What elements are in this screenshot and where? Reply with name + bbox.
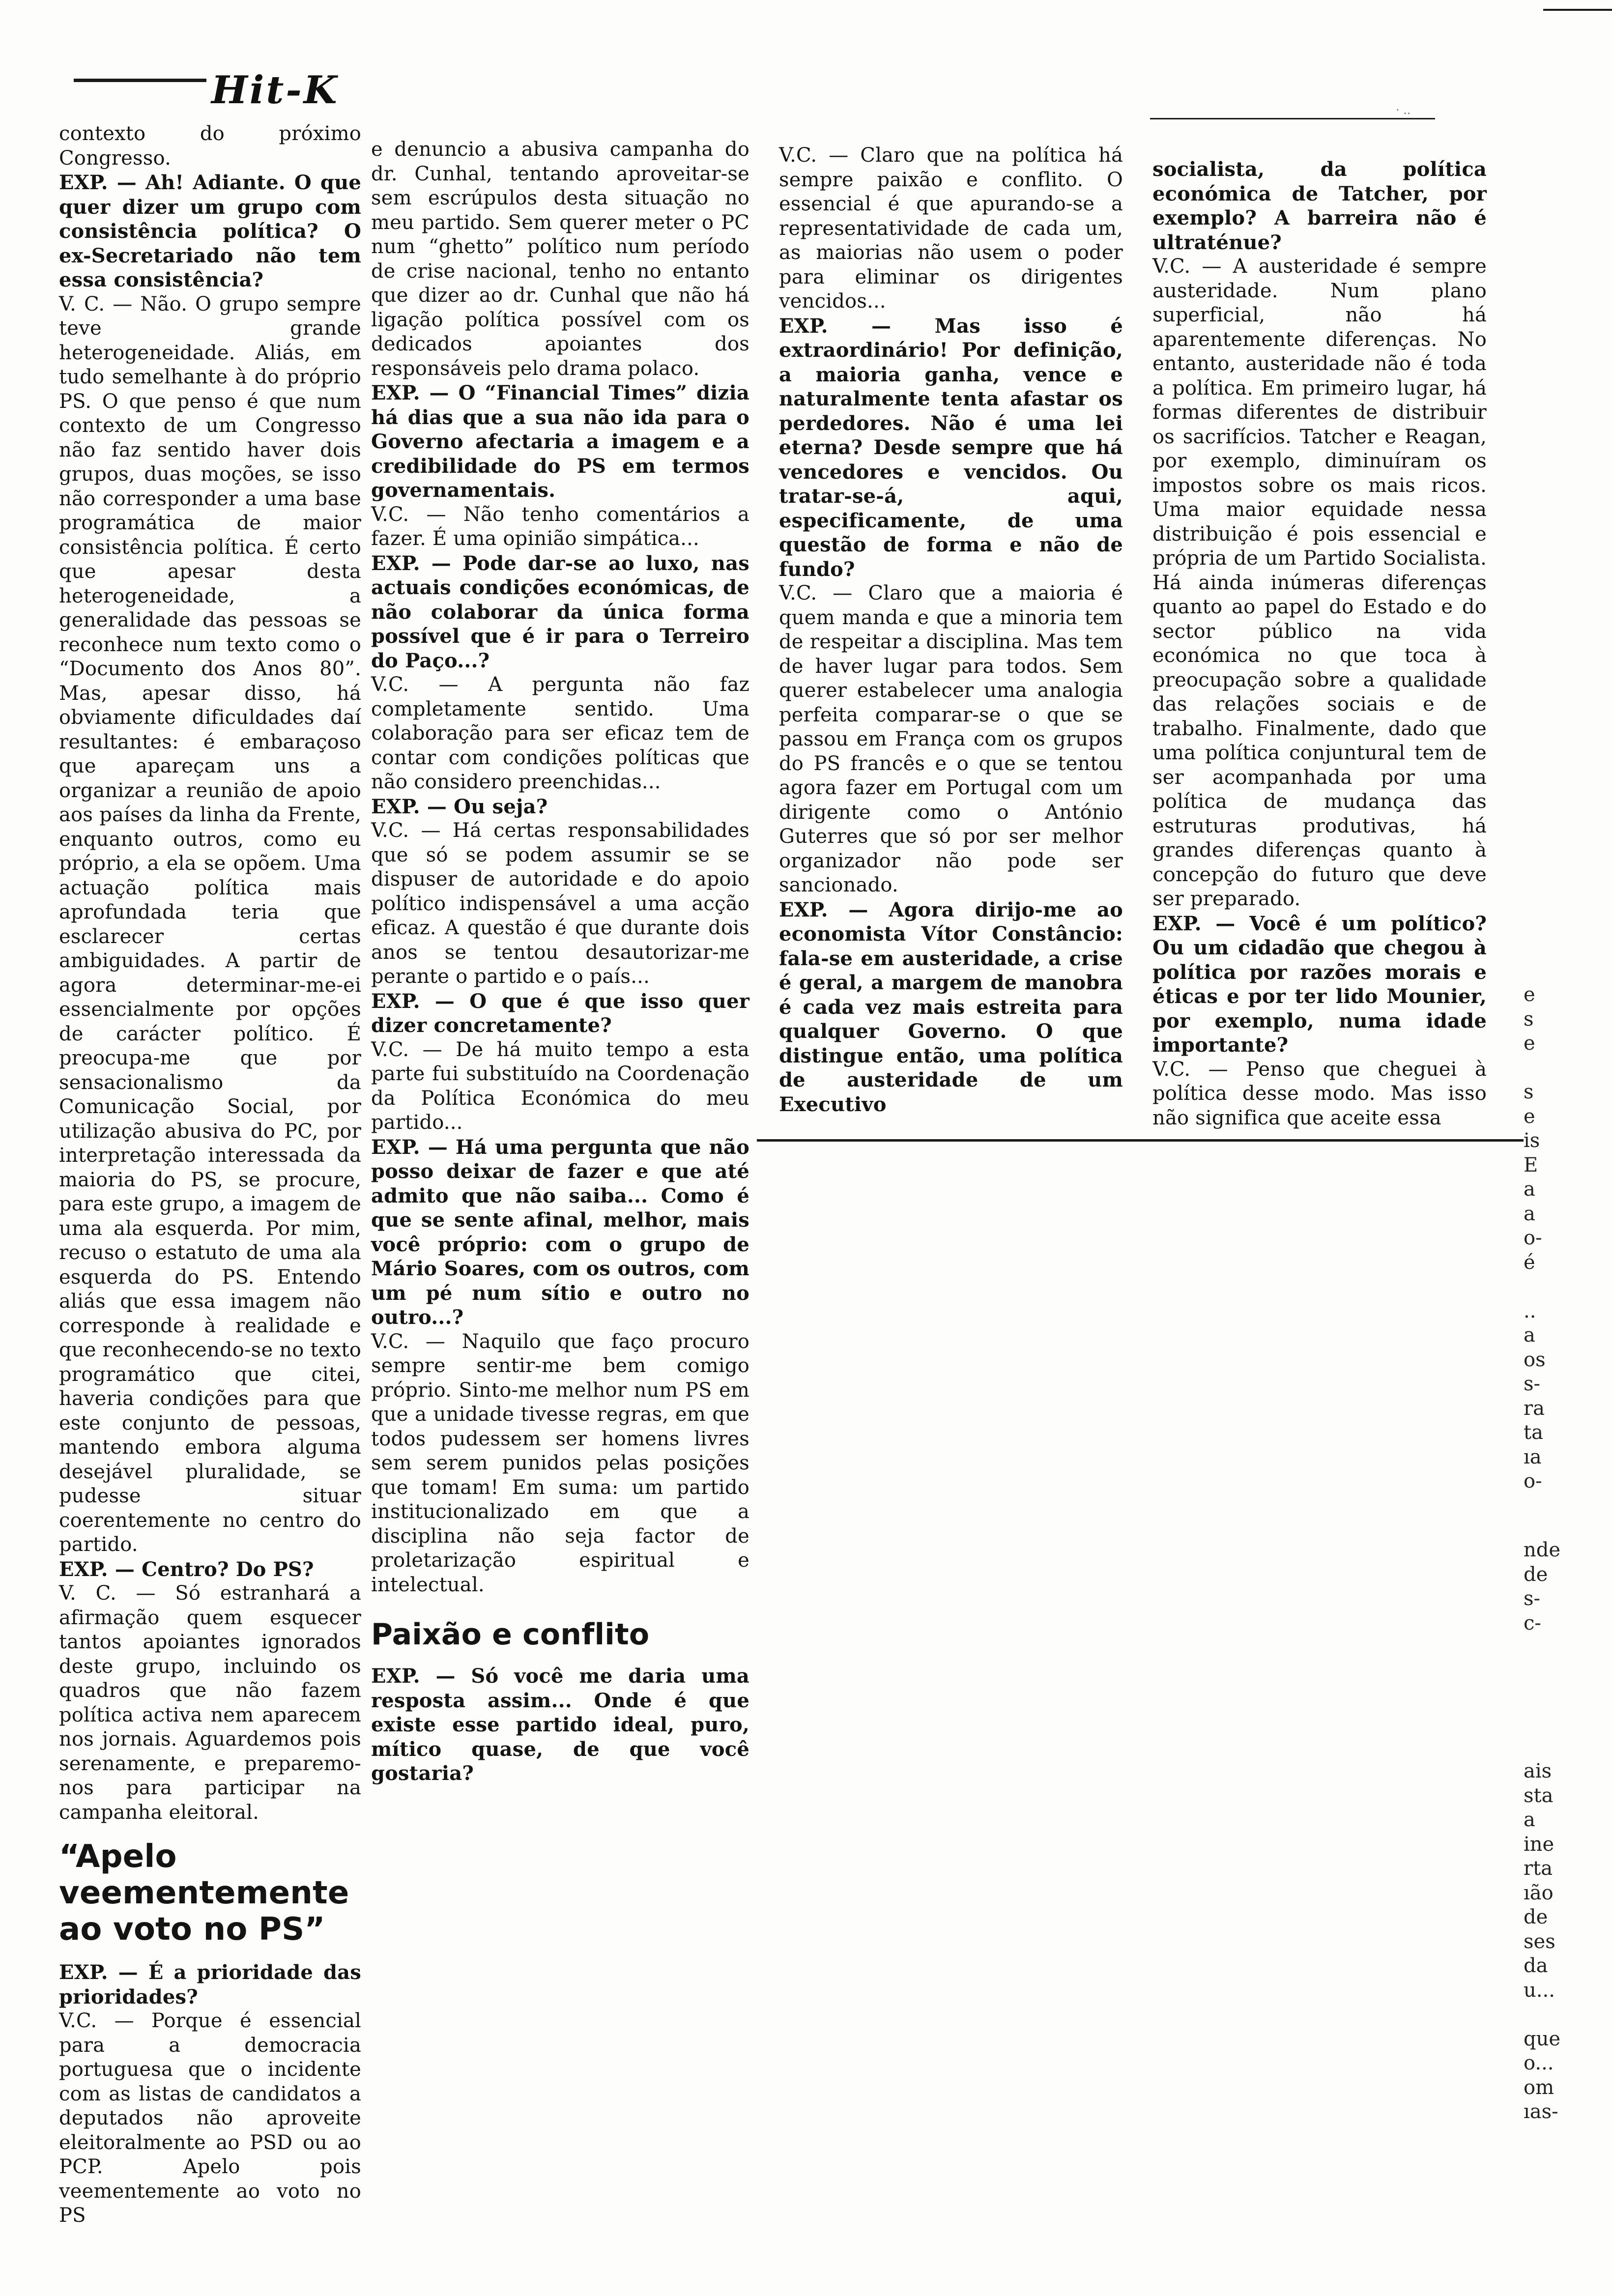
question-paragraph: socialista, da política económica de Tatcher, por exemplo? A barreira não é ultraténue? <box>1152 158 1487 254</box>
fragment-line: de <box>1524 1563 1548 1586</box>
fragment-line: c- <box>1524 1611 1541 1635</box>
question-paragraph: EXP. — É a prioridade das prioridades? <box>59 1961 361 2009</box>
answer-paragraph: V.C. — Claro que a maioria é quem manda e que a minoria tem de respeitar a disciplina. Mas tem de haver lugar para todos. Sem querer estabelecer uma analogia perfeita comparar-se o que se passou em França com os grupos do PS francês e o que se tentou agora fazer em Portugal com um dirigente como o António Guterres que só por ser melhor organizador não pode ser sancionado. <box>779 582 1123 896</box>
question-paragraph: EXP. — Agora dirijo-me ao economista Vítor Constâncio: fala-se em austeridade, a crise é geral, a margem de manobra é cada vez mais estreita para qualquer Governo. O que distingue então, uma política de austeridade de um Executivo <box>779 898 1123 1116</box>
fragment-line: a <box>1524 1324 1535 1347</box>
fragment-line: a <box>1524 1202 1535 1225</box>
fragment-line: o- <box>1524 1470 1542 1492</box>
answer-paragraph: V.C. — Claro que na política há sempre paixão e conflito. O essencial é que apurando-se a representatividade de cada um, as maiorias não usem o poder para eliminar os dirigentes vencidos... <box>779 144 1123 313</box>
fragment-line: e <box>1524 1032 1535 1055</box>
fragment-line <box>1524 1056 1607 1081</box>
question-paragraph: EXP. — Só você me daria uma resposta assim... Onde é que existe esse partido ideal, puro, mítico quase, de que você gostaria? <box>371 1665 749 1785</box>
fragment-line: s <box>1524 1007 1534 1031</box>
answer-paragraph: V.C. — Há certas responsabilidades que só se podem assumir se se dispuser de autoridade e do apoio político indispensável a uma acção eficaz. A questão é que durante dois anos se tentou desautorizar-me perante o partido e o país... <box>371 819 749 988</box>
header-rule-right <box>1150 118 1435 119</box>
section-heading: Paixão e conflito <box>371 1617 650 1652</box>
fragment-line <box>1524 2003 1607 2027</box>
fragment-line: ais <box>1524 1760 1552 1782</box>
fragment-line: .. <box>1524 1299 1536 1322</box>
fragment-line: e <box>1524 983 1535 1006</box>
answer-paragraph: V.C. — Naquilo que faço procuro sempre sentir-me bem comigo próprio. Sinto-me melhor num PS em que a unidade tivesse regras, em que todos pudessem ser homens livres sem serem punidos pelas posições que tomam! Em suma: um partido institucionalizado em que a disciplina não seja factor de proletarização espiritual e intelectual. <box>371 1330 749 1596</box>
fragment-line: E <box>1524 1153 1538 1177</box>
answer-paragraph: V.C. — Não tenho comentários a fazer. É uma opinião simpática... <box>371 503 749 550</box>
answer-paragraph: V.C. — De há muito tempo a esta parte fui substituído na Coordenação da Política Económica do meu partido... <box>371 1038 749 1134</box>
question-paragraph: EXP. — Você é um político? Ou um cidadão que chegou à política por razões morais e éticas e por ter lido Mounier, por exemplo, numa idade importante? <box>1152 912 1487 1057</box>
fragment-line: que <box>1524 2027 1561 2050</box>
question-paragraph: EXP. — Mas isso é extraordinário! Por definição, a maioria ganha, vence e naturalmente tenta afastar os perdedores. Não é uma lei eterna? Desde sempre que há vencedores e vencidos. Ou tratar-se-á, aqui, especificamente, de uma questão de forma e não de fundo? <box>779 314 1123 581</box>
fragment-line: o... <box>1524 2052 1554 2074</box>
question-paragraph: EXP. — Centro? Do PS? <box>59 1557 314 1581</box>
fragment-line: o- <box>1524 1227 1542 1249</box>
article-column-2 <box>371 138 749 1786</box>
fragment-line: sta <box>1524 1784 1554 1807</box>
speckle-marks: · .. <box>1396 103 1411 117</box>
question-paragraph: EXP. — Pode dar-se ao luxo, nas actuais condições económicas, de não colaborar da única forma possível que é ir para o Terreiro do Paço...? <box>371 551 749 672</box>
answer-paragraph: V.C. — A pergunta não faz completamente sentido. Uma colaboração para ser eficaz tem de contar com condições políticas que não considero preenchidas... <box>371 673 749 793</box>
fragment-line: de <box>1524 1906 1548 1928</box>
section-heading: “Apelo veementemente ao voto no PS” <box>59 1838 349 1948</box>
answer-paragraph: V. C. — Não. O grupo sempre teve grande heterogeneidade. Aliás, em tudo semelhante à do próprio PS. O que penso é que num contexto de um Congresso não faz sentido haver dois grupos, duas moções, se isso não corresponder a uma base programática de maior consistência política. É certo que apesar desta heterogeneidade, a generalidade das pessoas se reconhece num texto como o “Documento dos Anos 80”. Mas, apesar disso, há obviamente dificuldades daí resultantes: é embaraçoso que apareçam uns a organizar a reunião de apoio aos países da linha da Frente, enquanto outros, como eu próprio, a ela se opõem. Uma actuação política mais aprofundada teria que esclarecer certas ambiguidades. A partir de agora determinar-me-ei essencialmente por opções de carácter político. É preocupa-me que por sensacionalismo da Comunicação Social, por utilização abusiva do PC, por interpretação interessada da maioria do PS, se procure, para este grupo, a imagem de uma ala esquerda. Por mim, recuso o estatuto de uma ala esquerda do PS. Entendo aliás que essa imagem não corresponde à realidade e que reconhecendo-se no texto programático que citei, haveria condições para que este conjunto de pessoas, mantendo embora alguma desejável pluralidade, se pudesse situar coerentemente no centro do partido. <box>59 292 361 1556</box>
fragment-line: a <box>1524 1808 1535 1831</box>
answer-paragraph: V.C. — Penso que cheguei à política desse modo. Mas isso não significa que aceite essa <box>1152 1058 1487 1129</box>
top-rule <box>1543 9 1612 11</box>
fragment-line: ine <box>1524 1833 1554 1856</box>
article-column-3 <box>779 144 1123 1117</box>
fragment-line: a <box>1524 1178 1535 1201</box>
question-paragraph: EXP. — Ou seja? <box>371 795 548 818</box>
paragraph: contexto do próximo Congresso. <box>59 122 361 170</box>
fragment-line: ıão <box>1524 1881 1554 1904</box>
handwritten-note: Hit-K <box>211 68 339 113</box>
fragment-line: ıas- <box>1524 2100 1558 2123</box>
fragment-line: s <box>1524 1081 1534 1103</box>
answer-paragraph: V.C. — A austeridade é sempre austeridade. Num plano superficial, não há aparentemente diferenças. No entanto, austeridade não é toda a política. Em primeiro lugar, há formas diferentes de distribuir os sacrifícios. Tatcher e Reagan, por exemplo, diminuíram os impostos sobre os mais ricos. Uma maior equidade nessa distribuição é pois essencial e própria de um Partido Socialista. Há ainda inúmeras diferenças quanto ao papel do Estado e do sector público na vida económica no que toca à preocupação sobre a qualidade das relações sociais e de trabalho. Finalmente, dado que uma política conjuntural tem de ser acompanhada por uma política de mudança das estruturas produtivas, há grandes diferenças quanto à concepção do futuro que deve ser preparado. <box>1152 255 1487 910</box>
fragment-line <box>1524 1275 1607 1299</box>
fragment-line: é <box>1524 1251 1535 1274</box>
answer-paragraph: V.C. — Porque é essencial para a democracia portuguesa que o incidente com as listas de candidatos a deputados não aproveite eleitoralmente ao PSD ou ao PCP. Apelo pois veementemente ao voto no PS <box>59 2009 361 2227</box>
answer-paragraph: V. C. — Só estranhará a afirmação quem esquecer tantos apoiantes ignorados deste grupo, incluindo os quadros que não fazem política activa nem aparecem nos jornais. Aguardemos pois serenamente, e preparemo-nos para participar na campanha eleitoral. <box>59 1582 361 1824</box>
fragment-line: s- <box>1524 1587 1541 1610</box>
header-rule <box>74 79 206 82</box>
question-paragraph: EXP. — Ah! Adiante. O que quer dizer um grupo com consistência política? O ex-Secretariado não tem essa consistência? <box>59 171 361 291</box>
fragment-line: nde <box>1524 1539 1561 1561</box>
fragment-line: om <box>1524 2076 1554 2099</box>
fragment-line: da <box>1524 1954 1548 1977</box>
fragment-line: ıa <box>1524 1445 1542 1468</box>
fragment-line: ses <box>1524 1930 1555 1953</box>
cropped-column-fragment-c <box>1524 1759 1607 2124</box>
question-paragraph: EXP. — O “Financial Times” dizia há dias que a sua não ida para o Governo afectaria a imagem e a credibilidade do PS em termos governamentais. <box>371 381 749 502</box>
fragment-line: e <box>1524 1105 1535 1128</box>
fragment-line: os <box>1524 1348 1546 1371</box>
fragment-line: is <box>1524 1129 1540 1152</box>
article-column-1 <box>59 122 361 2228</box>
answer-paragraph: e denuncio a abusiva campanha do dr. Cunhal, tentando aproveitar-se sem escrúpulos desta situação no meu partido. Sem querer meter o PC num “ghetto” político num período de crise nacional, tenho no entanto que dizer ao dr. Cunhal que não há ligação política possível com os dedicados apoiantes dos responsáveis pelo drama polaco. <box>371 138 749 380</box>
cropped-column-fragment-a <box>1524 983 1607 1494</box>
fragment-line: u... <box>1524 1979 1555 2002</box>
question-paragraph: EXP. — Há uma pergunta que não posso deixar de fazer e que até admito que não saiba... Como é que se sente afinal, melhor, mais você próprio: com o grupo de Mário Soares, com os outros, com um pé num sítio e outro no outro...? <box>371 1135 749 1329</box>
fragment-line: ta <box>1524 1421 1543 1444</box>
article-column-4 <box>1152 157 1487 1130</box>
column-end-rule <box>757 1139 1524 1142</box>
fragment-line: ra <box>1524 1397 1545 1420</box>
cropped-column-fragment-b <box>1524 1538 1607 1636</box>
fragment-line: rta <box>1524 1857 1553 1880</box>
fragment-line: s- <box>1524 1373 1541 1395</box>
question-paragraph: EXP. — O que é que isso quer dizer concretamente? <box>371 989 749 1037</box>
